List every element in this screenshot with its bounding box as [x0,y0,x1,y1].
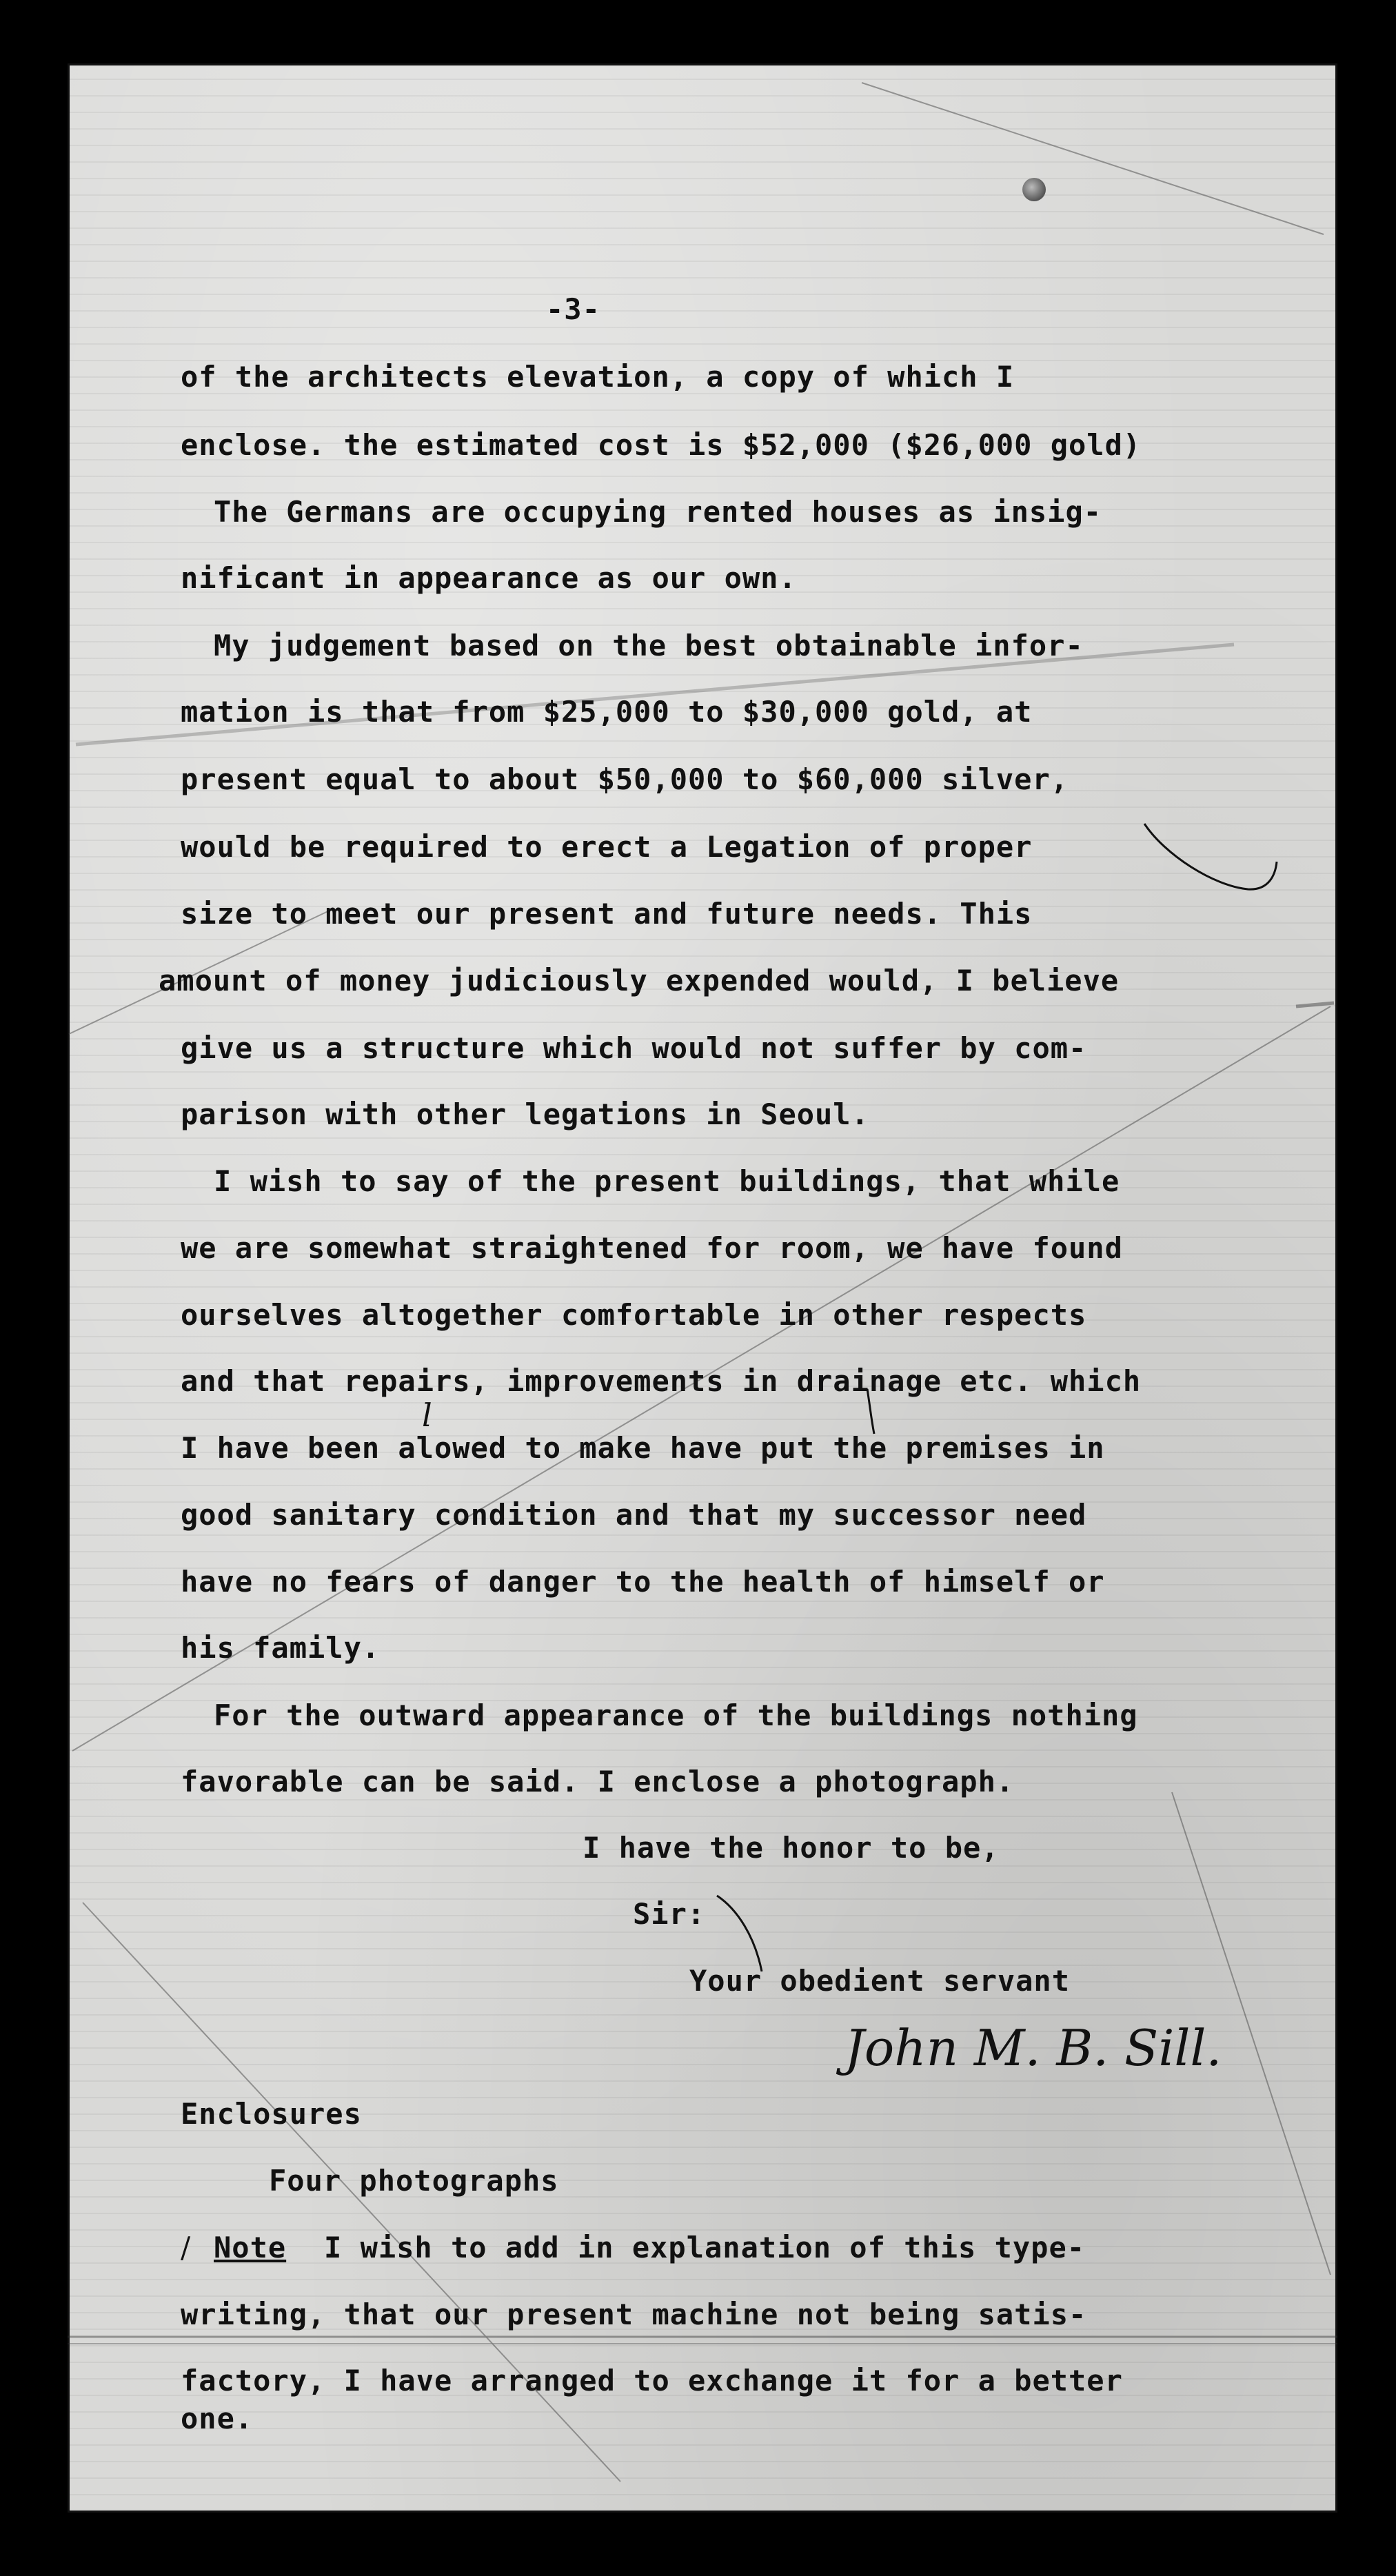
body-line: My judgement based on the best obtainable infor- [214,629,1084,662]
handwritten-insert: l [422,1397,433,1434]
body-line: favorable can be said. I enclose a photograph. [181,1765,1015,1798]
note-mark: / [181,2231,192,2264]
note-line: one. [181,2402,254,2435]
body-line: I wish to say of the present buildings, that while [214,1164,1120,1198]
body-line: present equal to about $50,000 to $60,000 silver, [181,762,1069,796]
scratch-line [862,83,1324,234]
closing-servant: Your obedient servant [689,1964,1071,1998]
note-line: I wish to add in explanation of this type- [324,2231,1086,2264]
body-line: For the outward appearance of the buildings nothing [214,1698,1138,1732]
body-line: of the architects elevation, a copy of which I [181,360,1015,394]
punch-hole [1022,178,1046,201]
signature: John M. B. Sill. [844,2019,1222,2077]
body-line: would be required to erect a Legation of proper [181,830,1033,864]
body-line: amount of money judiciously expended would, I believe [159,964,1120,997]
handwritten-stroke [717,1896,762,1971]
note-line: factory, I have arranged to exchange it for a better [181,2364,1123,2397]
page-number: -3- [546,292,600,326]
body-line: The Germans are occupying rented houses as insig- [214,495,1102,529]
body-line: I have been alowed to make have put the premises in [181,1431,1105,1465]
body-line: ourselves altogether comfortable in other respects [181,1298,1087,1332]
body-line: we are somewhat straightened for room, we have found [181,1231,1123,1265]
handwritten-stroke [1144,824,1277,889]
body-line: nificant in appearance as our own. [181,561,797,595]
body-line: parison with other legations in Seoul. [181,1097,869,1131]
note-label: Note [214,2231,287,2264]
body-line: good sanitary condition and that my successor need [181,1498,1087,1532]
closing-salutation: Sir: [633,1897,706,1931]
note-line: writing, that our present machine not being satis- [181,2298,1087,2331]
body-line: size to meet our present and future needs. This [181,897,1033,931]
body-line: and that repairs, improvements in drainage etc. which [181,1364,1142,1398]
enclosures-heading: Enclosures [181,2097,362,2131]
body-line: his family. [181,1631,381,1665]
scratch-line [1296,1003,1334,1006]
enclosure-item: Four photographs [269,2164,559,2198]
body-line: give us a structure which would not suffer by com- [181,1031,1087,1065]
body-line: have no fears of danger to the health of himself or [181,1565,1105,1599]
body-line: mation is that from $25,000 to $30,000 gold, at [181,695,1033,729]
closing-honor: I have the honor to be, [583,1831,1000,1865]
body-line: enclose. the estimated cost is $52,000 ($26,000 gold) [181,428,1142,462]
